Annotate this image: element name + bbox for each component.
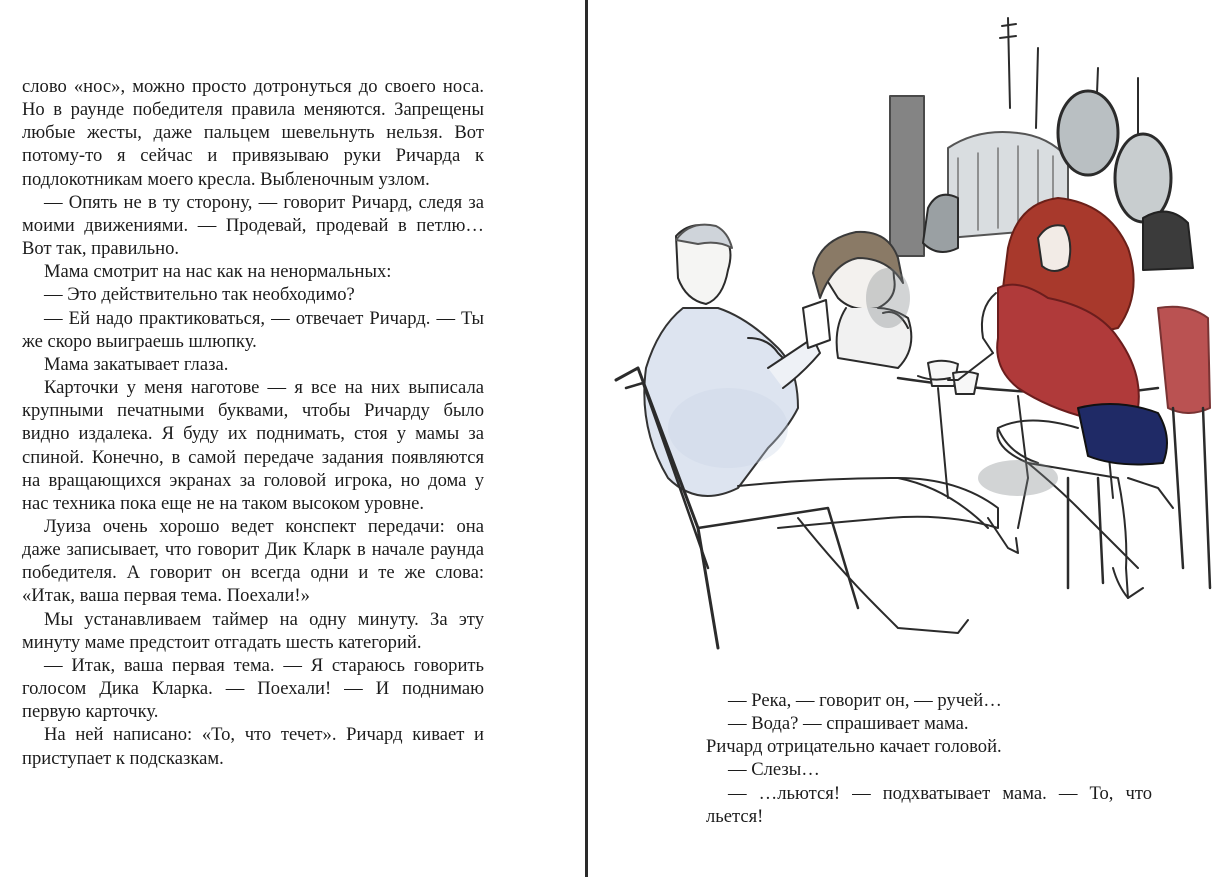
- paragraph: — Ей надо практиковаться, — отвечает Ричард. — Ты же скоро выиграешь шлюпку.: [22, 307, 484, 352]
- paragraph: Луиза очень хорошо ведет конспект передачи: она даже записывает, что говорит Дик Кларк в начале раунда победителя. А говорит он всегда одни и те же слова: «Итак, ваша первая тема. Поехали!»: [22, 515, 484, 607]
- kitchen-table-scene-illustration: [598, 8, 1214, 663]
- utensil: [1000, 18, 1016, 108]
- illustration-svg: [598, 8, 1214, 663]
- paragraph: — Опять не в ту сторону, — говорит Ричард, следя за моими движениями. — Продевай, продевай в петлю… Вот так, правильно.: [22, 191, 484, 260]
- right-page-text: [706, 689, 1152, 828]
- paragraph: — Вода? — спрашивает мама.: [728, 713, 969, 735]
- left-page: [0, 0, 585, 877]
- paragraph: Мама смотрит на нас как на ненормальных:: [44, 261, 392, 283]
- paragraph: — Река, — говорит он, — ручей…: [728, 690, 1002, 711]
- paragraph: — Итак, ваша первая тема. — Я стараюсь говорить голосом Дика Кларка. — Поехали! — И поднимаю первую карточку.: [22, 654, 484, 723]
- paragraph: — …льются! — подхватывает мама. — То, что льется!: [706, 782, 1152, 827]
- right-page: [588, 0, 1214, 877]
- paragraph: — Слезы…: [728, 759, 820, 781]
- left-page-text: [22, 75, 484, 770]
- paragraph: слово «нос», можно просто дотронуться до своего носа. Но в раунде победителя правила меняются. Запрещены любые жесты, даже пальцем шевельнуть нельзя. Вот потому-то я сейчас и привязываю руки Ричарда к подлокотникам моего кресла. Выбленочным узлом.: [22, 76, 484, 190]
- paragraph: Карточки у меня наготове — я все на них выписала крупными печатными буквами, чтобы Ричарду было видно издалека. Я буду их поднимать, стоя у мамы за спиной. Конечно, в самой передаче задания появляются на вращающихся экранах за головой игрока, но дома у нас техника пока еще не на таком высоком уровне.: [22, 377, 484, 514]
- paragraph: Мы устанавливаем таймер на одну минуту. За эту минуту маме предстоит отгадать шесть категорий.: [22, 608, 484, 653]
- paragraph: Мама закатывает глаза.: [44, 353, 229, 375]
- paragraph: — Это действительно так необходимо?: [44, 284, 355, 306]
- paragraph: Ричард отрицательно качает головой.: [706, 736, 1002, 758]
- paragraph: На ней написано: «То, что течет». Ричард кивает и приступает к подсказкам.: [22, 724, 484, 769]
